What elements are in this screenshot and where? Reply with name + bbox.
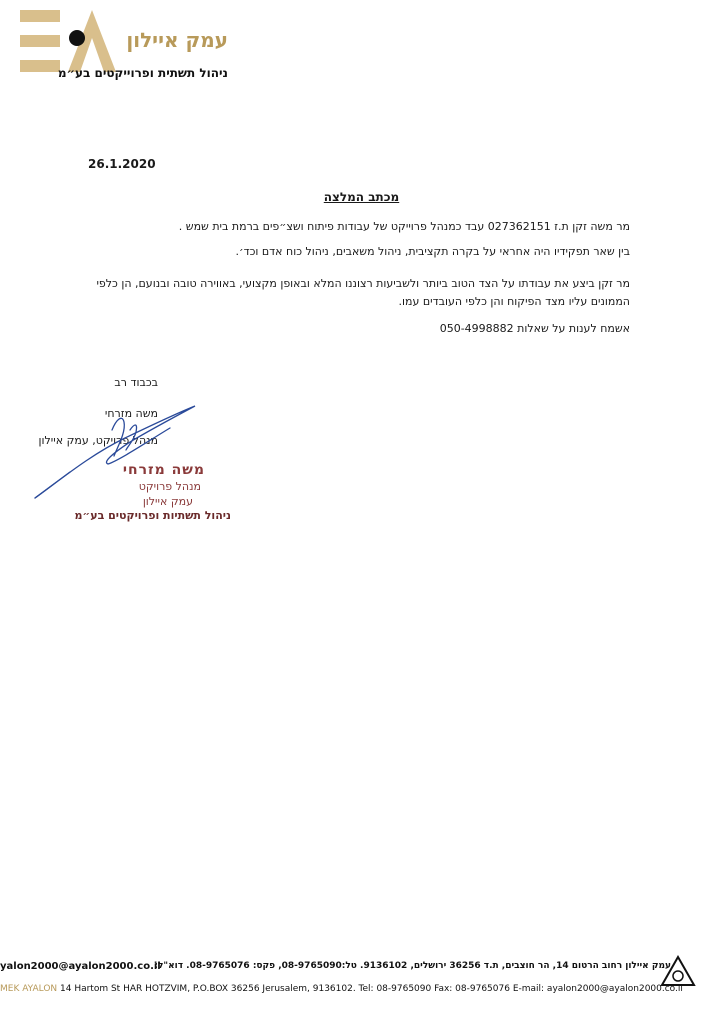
company-logo [20,10,120,72]
paragraph-2: בין שאר תפקידיו היה אחראי על בקרה תקציבית, ניהול משאבים, ניהול כוח אדם וכד׳. [235,245,630,258]
letter-subject: מכתב המלצה [323,190,400,204]
letter-date: 26.1.2020 [88,157,156,171]
footer-brand: MEK AYALON [0,984,58,994]
footer-email: yalon2000@ayalon2000.co.il [0,961,161,972]
signer-title: מנהל פרויקט, עמק איילון [38,434,158,447]
footer-hebrew-address: עמק איילון רחוב הרטום 14, הר חוצבים, ת.ד 36256 ירושלים, 9136102. טל:08-9765090, פקס: 08-9765076. דוא"ל: [154,961,671,971]
stamp-name: משה מזרחי [122,462,205,478]
footer-english-address [0,984,683,994]
certification-seal-icon [660,955,696,991]
footer-english-line: 14 Hartom St HAR HOTZVIM, P.O.BOX 36256 Jerusalem, 9136102. Tel: 08-9765090 Fax: 08-9765076 E-mail: ayalon2000@ayalon2000.co.il [57,984,683,994]
stamp-title: מנהל פרויקט [138,480,201,493]
closing-line: בכבוד רב [114,376,158,389]
stamp-company: עמק איילון [142,495,193,508]
handwritten-signature [30,400,210,505]
company-name: עמק איילון [126,28,228,52]
paragraph-1: מר משה זקן ת.ז 027362151 עבד כמנהל פרוייקט של עבודות פיתוח ושצ״פים ברמת בית שמש . [178,220,630,233]
company-subtitle: ניהול תשתית ופרוייקטים בע״מ [57,66,228,80]
stamp-company-full: ניהול תשתיות ופרויקטים בע״מ [74,509,231,522]
paragraph-4: אשמח לענות על שאלות 050-4998882 [439,322,630,335]
signer-name: משה מזרחי [104,407,158,420]
paragraph-3: מר זקן ביצע את עבודתו על הצד הטוב ביותר ולשביעות רצוננו המלא ובאופן מקצועי, באווירה טובה ובנועם, הן כלפי הממונים עליו מצד הפיקוח והן כלפי העובדים עמו. [96,277,630,308]
